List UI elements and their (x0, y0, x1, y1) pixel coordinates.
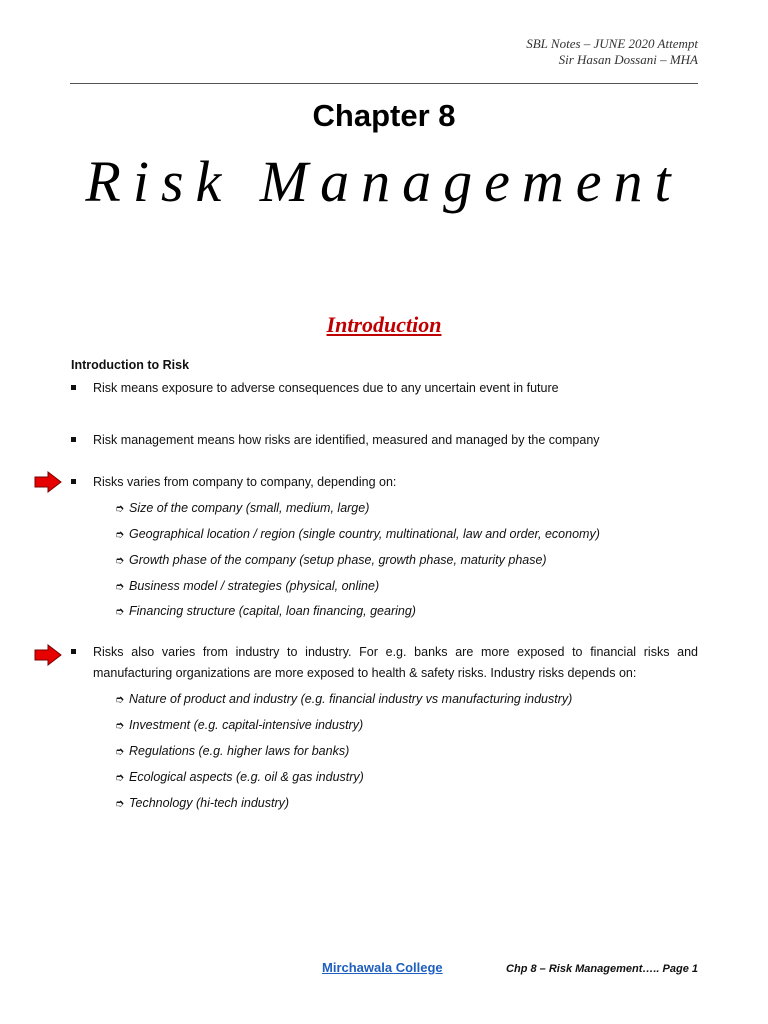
arrow-bullet-icon: ➮ (115, 581, 125, 593)
list-item (115, 768, 364, 787)
list-item (115, 525, 600, 544)
arrow-bullet-icon: ➮ (115, 746, 125, 758)
bullet-item (71, 378, 698, 399)
square-bullet-icon (71, 479, 76, 484)
arrow-bullet-icon: ➮ (115, 555, 125, 567)
list-item-text: Ecological aspects (e.g. oil & gas industry) (129, 770, 364, 784)
list-item-text: Financing structure (capital, loan financing, gearing) (129, 604, 416, 618)
subheading: Introduction to Risk (71, 358, 190, 372)
list-item-text: Technology (hi-tech industry) (129, 796, 290, 810)
bullet-text: Risks varies from company to company, depending on: (93, 475, 397, 489)
bullet-item (71, 642, 698, 684)
bullet-item (71, 430, 698, 451)
page-title: Risk Management (85, 149, 683, 214)
list-item-text: Investment (e.g. capital-intensive industry) (129, 718, 364, 732)
section-heading: Introduction (326, 312, 442, 337)
list-item (115, 716, 363, 735)
square-bullet-icon (71, 385, 76, 390)
arrow-bullet-icon: ➮ (115, 529, 125, 541)
header-line-2: Sir Hasan Dossani – MHA (558, 52, 698, 67)
bullet-text: Risk means exposure to adverse consequences due to any uncertain event in future (93, 381, 559, 395)
list-item (115, 690, 572, 709)
list-item-text: Business model / strategies (physical, online) (129, 579, 380, 593)
chapter-title: Chapter 8 (312, 98, 456, 133)
list-item (115, 551, 547, 570)
list-item (115, 577, 379, 596)
bullet-item (71, 472, 698, 493)
list-item-text: Nature of product and industry (e.g. financial industry vs manufacturing industry) (129, 692, 573, 706)
header-line-1: SBL Notes – JUNE 2020 Attempt (526, 36, 698, 51)
footer-page-number: Chp 8 – Risk Management….. Page 1 (506, 963, 698, 975)
square-bullet-icon (71, 649, 76, 654)
list-item (115, 602, 416, 621)
arrow-bullet-icon: ➮ (115, 694, 125, 706)
square-bullet-icon (71, 437, 76, 442)
header-divider (70, 83, 698, 84)
list-item-text: Regulations (e.g. higher laws for banks) (129, 744, 350, 758)
bullet-text: Risk management means how risks are identified, measured and managed by the company (93, 433, 600, 447)
arrow-bullet-icon: ➮ (115, 720, 125, 732)
footer-college-link[interactable]: Mirchawala College (322, 960, 443, 975)
red-arrow-icon (34, 644, 62, 666)
arrow-bullet-icon: ➮ (115, 606, 125, 618)
list-item (115, 742, 349, 761)
arrow-bullet-icon: ➮ (115, 798, 125, 810)
arrow-bullet-icon: ➮ (115, 772, 125, 784)
bullet-text: Risks also varies from industry to industry. For e.g. banks are more exposed to financial risks and manufacturing organizations are more exposed to health & safety risks. Industry risks depends on: (93, 645, 698, 680)
list-item-text: Growth phase of the company (setup phase, growth phase, maturity phase) (129, 553, 547, 567)
list-item-text: Size of the company (small, medium, large) (129, 501, 370, 515)
list-item (115, 499, 369, 518)
red-arrow-icon (34, 471, 62, 493)
list-item-text: Geographical location / region (single country, multinational, law and order, economy) (129, 527, 600, 541)
arrow-bullet-icon: ➮ (115, 503, 125, 515)
list-item (115, 794, 289, 813)
header-note (526, 36, 698, 68)
